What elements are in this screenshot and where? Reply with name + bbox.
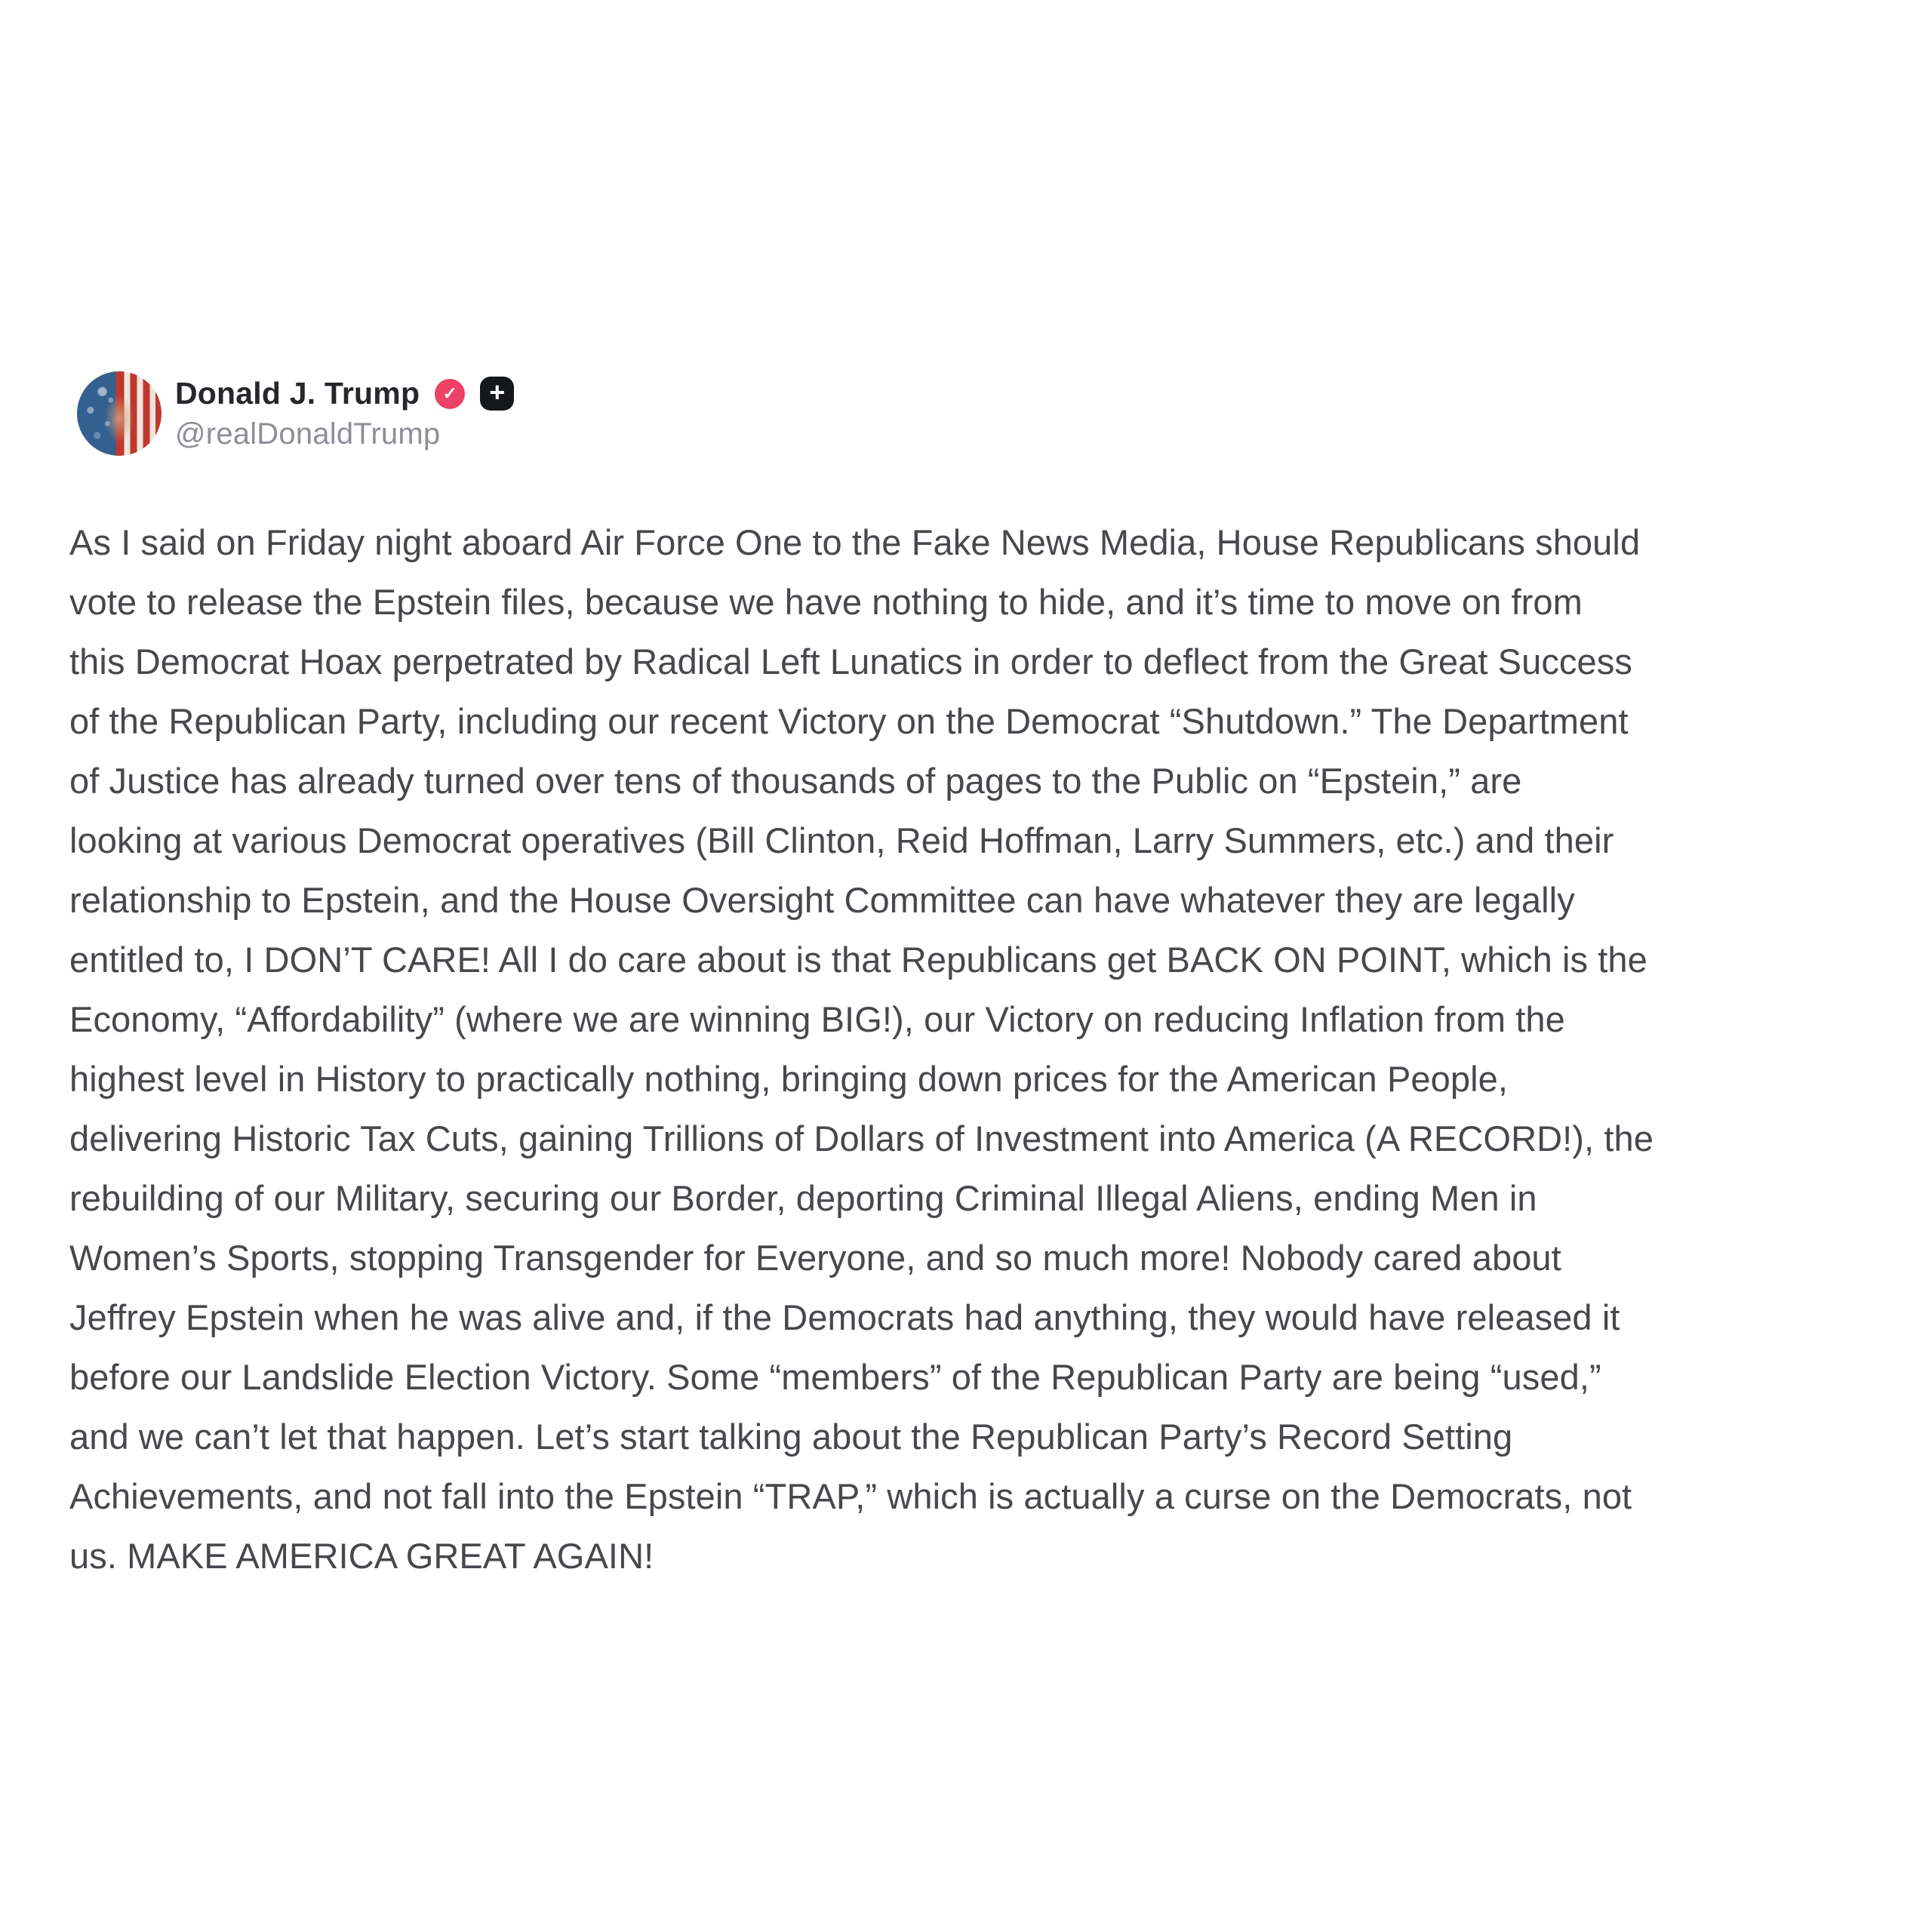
- post-text-line: rebuilding of our Military, securing our Border, deporting Criminal Illegal Aliens, ending Men in: [69, 1178, 1537, 1218]
- author-handle[interactable]: @realDonaldTrump: [175, 417, 441, 451]
- post-text-line: vote to release the Epstein files, because we have nothing to hide, and it’s time to move on from: [69, 582, 1583, 622]
- post-header: [69, 371, 1881, 456]
- author-block: [175, 376, 514, 451]
- post-text-line: Women’s Sports, stopping Transgender for Everyone, and so much more! Nobody cared about: [69, 1238, 1561, 1278]
- post-text-line: Jeffrey Epstein when he was alive and, if the Democrats had anything, they would have released it: [69, 1297, 1620, 1337]
- post-text-line: before our Landslide Election Victory. Some “members” of the Republican Party are being “used,”: [69, 1357, 1601, 1397]
- plus-badge-icon: +: [480, 377, 514, 411]
- post-text-line: As I said on Friday night aboard Air Force One to the Fake News Media, House Republicans should: [69, 522, 1641, 562]
- post-text-line: entitled to, I DON’T CARE! All I do care about is that Republicans get BACK ON POINT, which is the: [69, 940, 1647, 980]
- post-text-line: Economy, “Affordability” (where we are winning BIG!), our Victory on reducing Inflation from the: [69, 999, 1565, 1039]
- post-text-line: delivering Historic Tax Cuts, gaining Trillions of Dollars of Investment into America (A RECORD!), the: [69, 1118, 1654, 1158]
- post-text-line: looking at various Democrat operatives (Bill Clinton, Reid Hoffman, Larry Summers, etc.) and their: [69, 820, 1614, 860]
- author-display-name[interactable]: Donald J. Trump: [175, 376, 420, 411]
- verified-badge-icon: ✓: [435, 379, 465, 409]
- post-text-line: of Justice has already turned over tens of thousands of pages to the Public on “Epstein,” are: [69, 761, 1522, 801]
- post-text-line: highest level in History to practically nothing, bringing down prices for the American People,: [69, 1059, 1509, 1099]
- post-text-line: relationship to Epstein, and the House Oversight Committee can have whatever they are legally: [69, 880, 1575, 920]
- post-text-line: of the Republican Party, including our recent Victory on the Democrat “Shutdown.” The Department: [69, 701, 1629, 741]
- post-body-text: [69, 512, 1881, 1586]
- author-name-row: [175, 376, 514, 411]
- post-text-line: this Democrat Hoax perpetrated by Radical Left Lunatics in order to deflect from the Great Success: [69, 641, 1632, 681]
- post-card: [69, 371, 1881, 1586]
- post-text-line: us. MAKE AMERICA GREAT AGAIN!: [69, 1536, 654, 1576]
- post-text-line: and we can’t let that happen. Let’s start talking about the Republican Party’s Record Setting: [69, 1417, 1513, 1457]
- author-avatar[interactable]: [77, 371, 162, 456]
- post-text-line: Achievements, and not fall into the Epstein “TRAP,” which is actually a curse on the Democrats, not: [69, 1476, 1632, 1516]
